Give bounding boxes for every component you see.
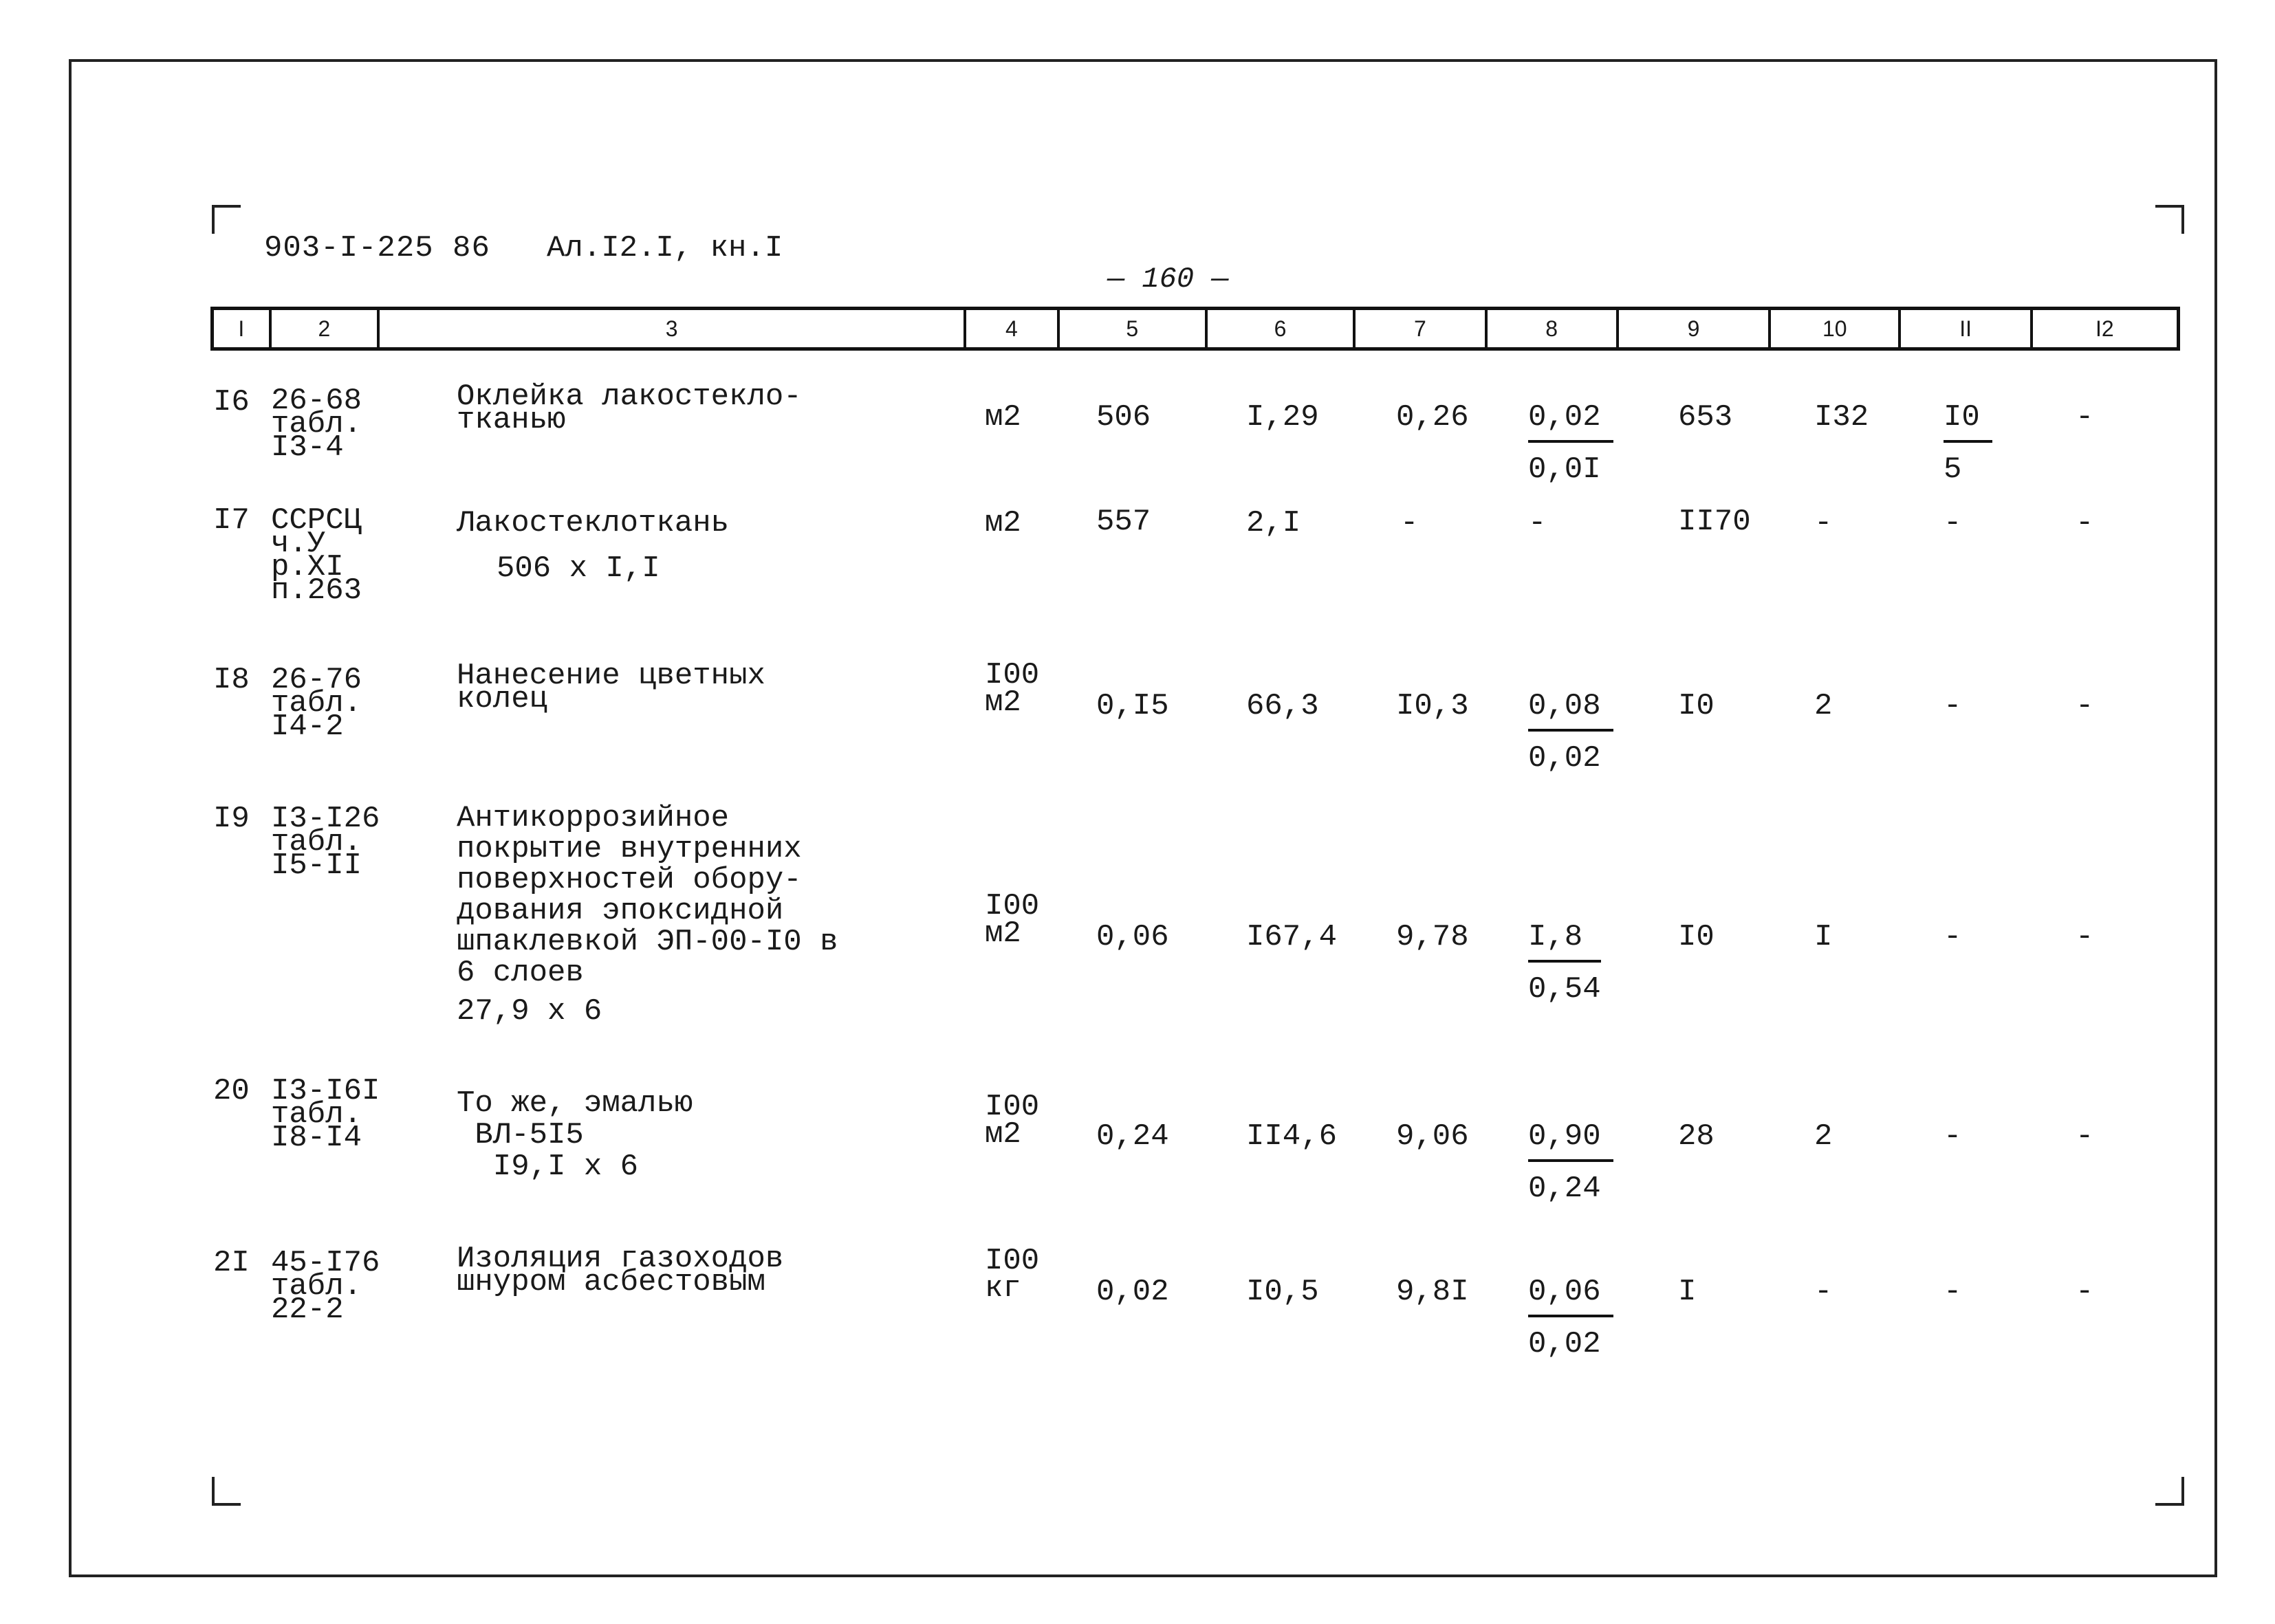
row-number: I8 [213, 663, 250, 697]
column-header-9: 9 [1619, 310, 1771, 347]
quantity: 0,24 [1096, 1119, 1169, 1154]
column-11-fraction [1944, 402, 1992, 485]
column-9-value: I0 [1678, 689, 1715, 723]
document-code: 903-I-225 86 [264, 231, 490, 265]
column-10-value: 2 [1814, 689, 1833, 723]
column-10-value: - [1814, 506, 1833, 540]
corner-mark-bottom-left [212, 1477, 241, 1506]
row-number: 2I [213, 1246, 250, 1280]
page-number: — 160 — [1107, 263, 1229, 296]
row-number: I6 [213, 385, 250, 419]
fraction-numerator: 0,08 [1528, 690, 1613, 732]
column-12-value: - [2076, 506, 2094, 540]
column-9-value: 28 [1678, 1119, 1715, 1154]
column-7-value: 9,78 [1396, 920, 1469, 954]
fraction-denominator: 0,24 [1528, 1172, 1601, 1206]
column-header-6: 6 [1208, 310, 1356, 347]
column-9-value: I [1678, 1275, 1697, 1309]
norm-reference: I3-I26 табл. I5-II [271, 802, 380, 883]
corner-mark-bottom-right [2155, 1477, 2184, 1506]
work-description: То же, эмалью ВЛ-5I5 I9,I x 6 [457, 1086, 693, 1184]
album-reference: Ал.I2.I, кн.I [547, 231, 783, 265]
column-11-value: - [1944, 920, 1962, 954]
column-12-value: - [2076, 1275, 2094, 1309]
column-9-value: 653 [1678, 400, 1733, 435]
unit: м2 [985, 400, 1021, 435]
norm-reference: ССРСЦ ч.У р.XI п.263 [271, 503, 362, 608]
column-header-4: 4 [966, 310, 1060, 347]
row-number: I9 [213, 802, 250, 836]
column-10-value: - [1814, 1275, 1833, 1309]
column-8-fraction [1528, 402, 1613, 485]
column-10-value: I32 [1814, 400, 1869, 435]
unit-price: I,29 [1246, 400, 1319, 435]
quantity: 0,I5 [1096, 689, 1169, 723]
quantity: 557 [1096, 505, 1151, 539]
column-header-10: 10 [1771, 310, 1901, 347]
column-10-value: 2 [1814, 1119, 1833, 1154]
column-header-1: I [214, 310, 272, 347]
column-8-fraction [1528, 1121, 1613, 1205]
work-description: Лакостеклоткань [457, 506, 730, 540]
column-8-fraction [1528, 690, 1613, 774]
column-header-11: II [1901, 310, 2032, 347]
fraction-denominator: 0,0I [1528, 452, 1601, 487]
column-7-value: 0,26 [1396, 400, 1469, 435]
corner-mark-top-left [212, 205, 241, 234]
column-12-value: - [2076, 400, 2094, 435]
work-description: Нанесение цветных колец [457, 659, 765, 716]
unit: м2 [985, 506, 1021, 540]
column-11-value: - [1944, 506, 1962, 540]
unit-price: 2,I [1246, 506, 1301, 540]
norm-reference: I3-I6I табл. I8-I4 [271, 1074, 380, 1155]
column-12-value: - [2076, 920, 2094, 954]
calculation-note: 506 x I,I [497, 551, 660, 586]
row-number: 20 [213, 1074, 250, 1108]
column-9-value: II70 [1678, 505, 1751, 539]
work-description: Оклейка лакостекло- тканью [457, 380, 802, 437]
column-9-value: I0 [1678, 920, 1715, 954]
column-header-12: I2 [2096, 316, 2114, 341]
column-header-8: 8 [1488, 310, 1619, 347]
fraction-numerator: 0,06 [1528, 1276, 1613, 1317]
fraction-denominator: 5 [1944, 452, 1962, 487]
fraction-numerator: 0,90 [1528, 1121, 1613, 1162]
column-8-fraction [1528, 1276, 1613, 1360]
norm-reference: 26-68 табл. I3-4 [271, 384, 362, 465]
norm-reference: 26-76 табл. I4-2 [271, 663, 362, 744]
column-10-value: I [1814, 920, 1833, 954]
unit: I00 кг [985, 1244, 1040, 1306]
unit: I00 м2 [985, 889, 1040, 951]
work-description: Антикоррозийное покрытие внутренних поверхностей обору- дования эпоксидной шпаклевкой ЭП-00-I0 в 6 слоев [457, 801, 838, 990]
column-12-value: - [2076, 689, 2094, 723]
calculation-note: 27,9 x 6 [457, 994, 602, 1029]
row-number: I7 [213, 503, 250, 538]
quantity: 0,06 [1096, 920, 1169, 954]
column-7-value: - [1400, 506, 1419, 540]
unit-price: 66,3 [1246, 689, 1319, 723]
column-7-value: I0,3 [1396, 689, 1469, 723]
column-11-value: - [1944, 1119, 1962, 1154]
column-header-7: 7 [1356, 310, 1487, 347]
fraction-denominator: 0,02 [1528, 1327, 1601, 1361]
column-8-fraction [1528, 921, 1601, 1005]
column-header-3: 3 [380, 310, 966, 347]
fraction-denominator: 0,54 [1528, 972, 1601, 1007]
unit-price: I67,4 [1246, 920, 1338, 954]
column-7-value: 9,06 [1396, 1119, 1469, 1154]
unit-price: I0,5 [1246, 1275, 1319, 1309]
unit: I00 м2 [985, 658, 1040, 720]
quantity: 0,02 [1096, 1275, 1169, 1309]
column-header-2: 2 [272, 310, 380, 347]
fraction-numerator: I,8 [1528, 921, 1601, 963]
work-description: Изоляция газоходов шнуром асбестовым [457, 1242, 784, 1299]
column-11-value: - [1944, 1275, 1962, 1309]
corner-mark-top-right [2155, 205, 2184, 234]
fraction-denominator: 0,02 [1528, 741, 1601, 776]
column-11-value: - [1944, 689, 1962, 723]
column-8-value: - [1528, 506, 1547, 540]
unit-price: II4,6 [1246, 1119, 1338, 1154]
quantity: 506 [1096, 400, 1151, 435]
fraction-numerator: 0,02 [1528, 402, 1613, 443]
fraction-numerator: I0 [1944, 402, 1992, 443]
norm-reference: 45-I76 табл. 22-2 [271, 1246, 380, 1327]
column-7-value: 9,8I [1396, 1275, 1469, 1309]
column-header-row [210, 307, 2180, 351]
column-12-value: - [2076, 1119, 2094, 1154]
unit: I00 м2 [985, 1090, 1040, 1152]
column-header-5: 5 [1060, 310, 1208, 347]
